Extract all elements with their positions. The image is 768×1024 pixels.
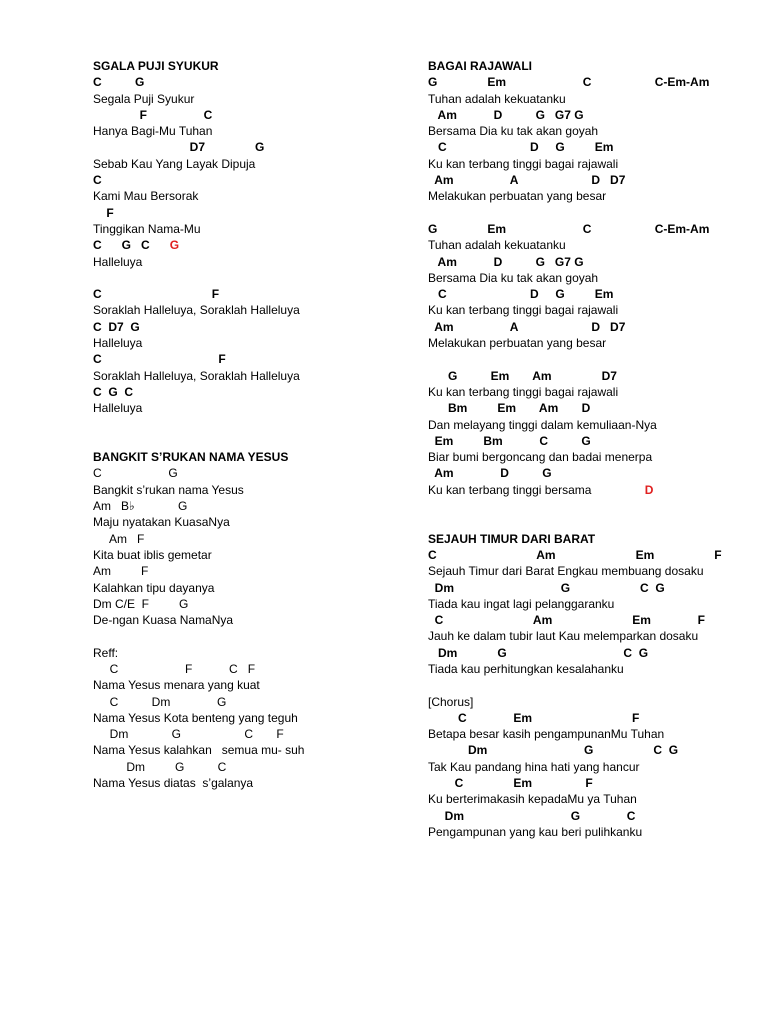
line-text: Biar bumi bergoncang dan badai menerpa <box>428 450 653 465</box>
chord-line <box>428 139 748 155</box>
line-text: Dm G C G <box>428 580 665 595</box>
line-text: Nama Yesus diatas s’galanya <box>93 776 254 791</box>
lyric-line <box>93 221 393 237</box>
line-text: Kalahkan tipu dayanya <box>93 580 215 595</box>
chord-line <box>428 368 748 384</box>
line-text: Em Bm C G <box>428 433 591 448</box>
line-text: Am D G G7 G <box>428 254 584 269</box>
chord-line <box>428 433 748 449</box>
chord-line <box>428 319 748 335</box>
line-text: Kami Mau Bersorak <box>93 189 199 204</box>
line-text: Ku berterimakasih kepadaMu ya Tuhan <box>428 792 637 807</box>
chord-line <box>428 465 748 481</box>
song-title <box>93 58 393 74</box>
line-text: Ku kan terbang tinggi bagai rajawali <box>428 303 619 318</box>
song-title <box>428 58 748 74</box>
lyric-line <box>428 188 748 204</box>
lyric-line <box>93 514 393 530</box>
line-text: C G C <box>93 384 134 399</box>
lyric-line <box>428 449 748 465</box>
lyric-line <box>428 302 748 318</box>
line-text: [Chorus] <box>428 694 474 709</box>
lyric-line <box>93 254 393 270</box>
line-text: C D G Em <box>428 140 614 155</box>
lyric-line <box>428 824 748 840</box>
blank-line <box>93 417 393 433</box>
line-text: Am B♭ G <box>93 499 188 514</box>
chord-line <box>428 808 748 824</box>
chord-line <box>93 74 393 90</box>
lyric-line <box>93 612 393 628</box>
blank-line <box>428 351 748 367</box>
line-text: C Am Em F <box>428 547 722 562</box>
line-text: Dm G C <box>428 808 636 823</box>
chord-line <box>428 400 748 416</box>
line-text: F <box>93 205 114 220</box>
chord-line <box>93 286 393 302</box>
lyric-line <box>93 694 393 710</box>
line-text: BANGKIT S’RUKAN NAMA YESUS <box>93 450 289 465</box>
line-text: C G <box>93 75 145 90</box>
lyric-line <box>93 710 393 726</box>
line-text: Tak Kau pandang hina hati yang hancur <box>428 759 640 774</box>
lyric-line <box>93 677 393 693</box>
line-text: Nama Yesus Kota benteng yang teguh <box>93 710 298 725</box>
lyric-line <box>428 661 748 677</box>
chord-line <box>428 612 748 628</box>
line-text: Am D G <box>428 466 552 481</box>
chord-line <box>428 107 748 123</box>
left-column <box>93 58 393 791</box>
line-text: C Em F <box>428 776 593 791</box>
line-text: Reff: <box>93 645 119 660</box>
line-text: C F <box>93 287 220 302</box>
chord-line <box>93 139 393 155</box>
line-text: Dan melayang tinggi dalam kemuliaan-Nya <box>428 417 657 432</box>
lyric-line <box>93 465 393 481</box>
lyric-line <box>93 759 393 775</box>
blank-line <box>428 677 748 693</box>
lyric-line <box>428 270 748 286</box>
line-text: Ku kan terbang tinggi bagai rajawali <box>428 156 619 171</box>
lyric-line <box>93 368 393 384</box>
line-text: Bangkit s’rukan nama Yesus <box>93 482 244 497</box>
line-text: Halleluya <box>93 336 143 351</box>
lyric-line <box>93 645 393 661</box>
line-text: Am D G G7 G <box>428 107 584 122</box>
lyric-line <box>428 384 748 400</box>
line-text: Sebab Kau Yang Layak Dipuja <box>93 156 256 171</box>
lyric-line <box>428 91 748 107</box>
lyric-line <box>93 400 393 416</box>
blank-line <box>93 270 393 286</box>
lyric-line <box>428 791 748 807</box>
line-text: Soraklah Halleluya, Soraklah Halleluya <box>93 368 300 383</box>
line-text: Tiada kau perhitungkan kesalahanku <box>428 661 624 676</box>
highlighted-chord: G <box>169 238 180 253</box>
chord-line <box>93 107 393 123</box>
line-text: Ku kan terbang tinggi bersama <box>428 482 645 497</box>
blank-line <box>428 514 748 530</box>
line-text: Tiada kau ingat lagi pelanggaranku <box>428 596 615 611</box>
chord-line <box>93 205 393 221</box>
line-text: G Em C C-Em-Am <box>428 221 710 236</box>
line-text: Halleluya <box>93 401 143 416</box>
line-text: Ku kan terbang tinggi bagai rajawali <box>428 384 619 399</box>
lyric-line <box>93 91 393 107</box>
blank-line <box>428 498 748 514</box>
lyric-line <box>428 335 748 351</box>
lyric-line <box>93 482 393 498</box>
line-text: Bm Em Am D <box>428 401 591 416</box>
lyric-line <box>93 123 393 139</box>
line-text: C D G Em <box>428 287 614 302</box>
chord-line <box>428 710 748 726</box>
lyric-line <box>93 563 393 579</box>
line-text: Dm G C G <box>428 743 679 758</box>
line-text: Halleluya <box>93 254 143 269</box>
line-text: Tuhan adalah kekuatanku <box>428 91 566 106</box>
blank-line <box>93 628 393 644</box>
line-text: Betapa besar kasih pengampunanMu Tuhan <box>428 727 665 742</box>
chord-line <box>428 286 748 302</box>
line-text: Dm C/E F G <box>93 596 189 611</box>
chord-line <box>428 547 748 563</box>
lyric-line <box>428 482 748 498</box>
line-text: Maju nyatakan KuasaNya <box>93 515 230 530</box>
line-text: Jauh ke dalam tubir laut Kau melemparkan dosaku <box>428 629 699 644</box>
line-text: De-ngan Kuasa NamaNya <box>93 613 234 628</box>
line-text: Nama Yesus kalahkan semua mu- suh <box>93 743 305 758</box>
line-text: SGALA PUJI SYUKUR <box>93 59 219 73</box>
line-text: Sejauh Timur dari Barat Engkau membuang dosaku <box>428 564 704 579</box>
line-text: SEJAUH TIMUR DARI BARAT <box>428 531 596 546</box>
chord-line <box>428 221 748 237</box>
highlighted-chord: D <box>644 482 654 497</box>
chord-line <box>428 580 748 596</box>
line-text: C G C <box>93 238 170 253</box>
lyric-line <box>93 531 393 547</box>
chord-line <box>428 254 748 270</box>
lyric-line <box>428 726 748 742</box>
line-text: C Em F <box>428 710 640 725</box>
line-text: Dm G C G <box>428 645 649 660</box>
chord-line <box>428 775 748 791</box>
lyric-line <box>93 742 393 758</box>
line-text: C F <box>93 352 226 367</box>
line-text: Tuhan adalah kekuatanku <box>428 238 566 253</box>
line-text: Dm G C F <box>93 727 284 742</box>
line-text: Melakukan perbuatan yang besar <box>428 336 607 351</box>
right-column <box>428 58 748 840</box>
song-title <box>428 531 748 547</box>
chord-line <box>93 172 393 188</box>
line-text: C G <box>93 466 178 481</box>
chord-line <box>428 74 748 90</box>
line-text: Tinggikan Nama-Mu <box>93 221 201 236</box>
line-text: Nama Yesus menara yang kuat <box>93 678 260 693</box>
lyric-line <box>428 417 748 433</box>
line-text: Bersama Dia ku tak akan goyah <box>428 270 599 285</box>
line-text: C F C F <box>93 661 256 676</box>
lyric-line <box>93 156 393 172</box>
chord-line <box>428 645 748 661</box>
lyric-line <box>428 759 748 775</box>
chord-line <box>93 351 393 367</box>
lyric-line <box>428 694 748 710</box>
line-text: C Dm G <box>93 694 227 709</box>
lyric-line <box>93 775 393 791</box>
chord-line <box>428 172 748 188</box>
line-text: Soraklah Halleluya, Soraklah Halleluya <box>93 303 300 318</box>
line-text: Melakukan perbuatan yang besar <box>428 189 607 204</box>
lyric-line <box>93 335 393 351</box>
lyric-line <box>93 188 393 204</box>
line-text: Am F <box>93 564 149 579</box>
chord-line <box>93 384 393 400</box>
lyric-line <box>93 580 393 596</box>
lyric-line <box>428 156 748 172</box>
lyric-line <box>428 237 748 253</box>
lyric-line <box>428 123 748 139</box>
chord-line <box>93 319 393 335</box>
lyric-line <box>428 596 748 612</box>
line-text: G Em C C-Em-Am <box>428 75 710 90</box>
line-text: Am F <box>93 531 145 546</box>
line-text: Segala Puji Syukur <box>93 91 195 106</box>
lyric-line <box>93 661 393 677</box>
blank-line <box>428 205 748 221</box>
line-text: C Am Em F <box>428 613 705 628</box>
lyric-line <box>93 498 393 514</box>
lyric-line <box>428 563 748 579</box>
lyric-line <box>428 628 748 644</box>
blank-line <box>93 433 393 449</box>
line-text: Am A D D7 <box>428 319 626 334</box>
chord-line <box>93 237 393 253</box>
line-text: Kita buat iblis gemetar <box>93 547 212 562</box>
line-text: Dm G C <box>93 759 227 774</box>
line-text: C D7 G <box>93 319 140 334</box>
lyric-line <box>93 547 393 563</box>
lyric-line <box>93 302 393 318</box>
song-title <box>93 449 393 465</box>
line-text: D7 G <box>93 140 265 155</box>
line-text: F C <box>93 107 213 122</box>
chord-line <box>428 742 748 758</box>
lyric-line <box>93 726 393 742</box>
line-text: BAGAI RAJAWALI <box>428 59 533 73</box>
line-text: C <box>93 173 102 188</box>
lyric-line <box>93 596 393 612</box>
line-text: Pengampunan yang kau beri pulihkanku <box>428 824 643 839</box>
line-text: Am A D D7 <box>428 173 626 188</box>
line-text: G Em Am D7 <box>428 368 617 383</box>
line-text: Bersama Dia ku tak akan goyah <box>428 124 599 139</box>
line-text: Hanya Bagi-Mu Tuhan <box>93 124 213 139</box>
